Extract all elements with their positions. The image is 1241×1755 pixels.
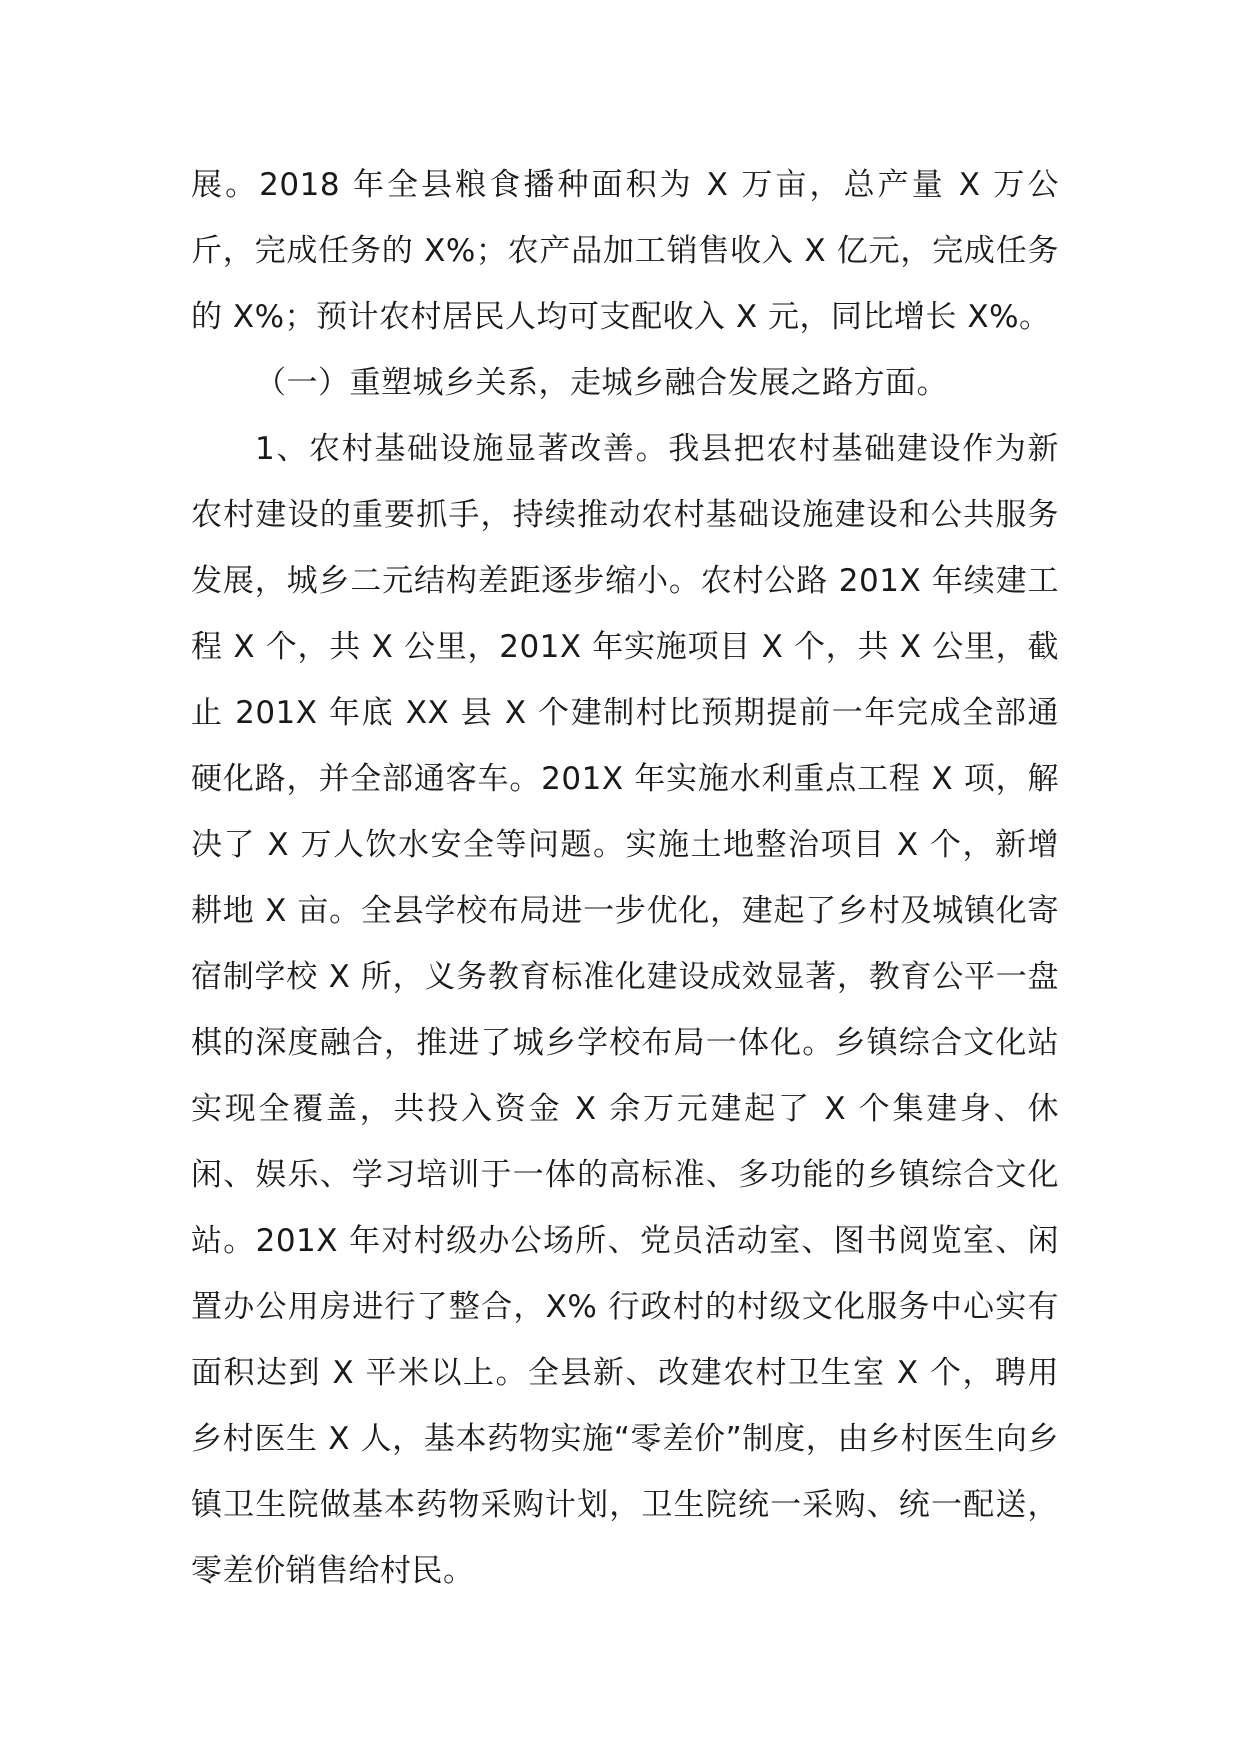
section-heading: （一）重塑城乡关系，走城乡融合发展之路方面。: [255, 365, 948, 401]
paragraph-intro: 展。2018 年全县粮食播种面积为 X 万亩，总产量 X 万公斤，完成任务的 X%；农产品加工销售收入 X 亿元，完成任务的 X%；预计农村居民人均可支配收入 X 元，同比增长 X%。: [191, 167, 1059, 335]
paragraph-body: 1、农村基础设施显著改善。我县把农村基础建设作为新农村建设的重要抓手，持续推动农村基础设施建设和公共服务发展，城乡二元结构差距逐步缩小。农村公路 201X 年续建工程 X 个，共 X 公里，201X 年实施项目 X 个，共 X 公里，截止 201X 年底 XX 县 X 个建制村比预期提前一年完成全部通硬化路，并全部通客车。201X 年实施水利重点工程 X 项，解决了 X 万人饮水安全等问题。实施土地整治项目 X 个，新增耕地 X 亩。全县学校布局进一步优化，建起了乡村及城镇化寄宿制学校 X 所，义务教育标准化建设成效显著，教育公平一盘棋的深度融合，推进了城乡学校布局一体化。乡镇综合文化站实现全覆盖，共投入资金 X 余万元建起了 X 个集建身、休闲、娱乐、学习培训于一体的高标准、多功能的乡镇综合文化站。201X 年对村级办公场所、党员活动室、图书阅览室、闲置办公用房进行了整合，X% 行政村的村级文化服务中心实有面积达到 X 平米以上。全县新、改建农村卫生室 X 个，聘用乡村医生 X 人，基本药物实施“零差价”制度，由乡村医生向乡镇卫生院做基本药物采购计划，卫生院统一采购、统一配送，零差价销售给村民。: [191, 431, 1059, 1589]
document-page: [191, 152, 1059, 1604]
